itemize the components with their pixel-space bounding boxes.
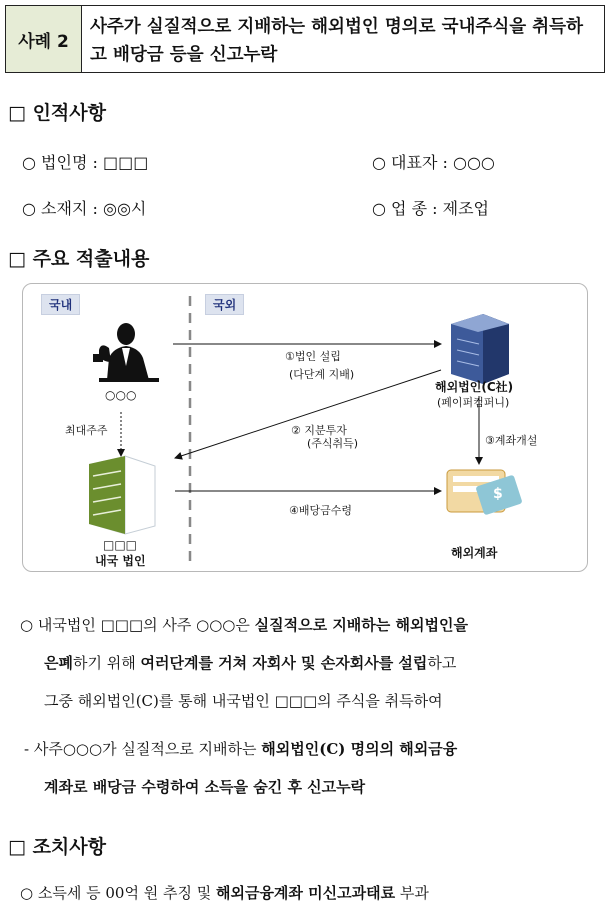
finding-line-2: 은폐하기 위해 여러단계를 거쳐 자회사 및 손자회사를 설립하고 (44, 654, 457, 672)
foreign-building-icon (451, 314, 509, 384)
company-name: ○ 법인명 : □□□ (22, 153, 149, 172)
step1-subtitle: (다단계 지배) (289, 368, 355, 381)
step4-label: ④배당금수령 (289, 504, 352, 517)
foreign-corp-sub: (페이퍼컴퍼니) (437, 396, 510, 409)
case-tag: 사례 2 (6, 6, 82, 72)
owner-name: ○○○ (105, 388, 137, 402)
overseas-label: 국외 (205, 294, 244, 315)
domestic-corp-sub: 내국 법인 (95, 554, 146, 568)
domestic-label: 국내 (41, 294, 80, 315)
bank-account-icon (447, 470, 523, 515)
scheme-diagram (22, 283, 588, 572)
section-action: □ 조치사항 (8, 836, 106, 858)
svg-text:$: $ (493, 486, 503, 502)
finding-line-1: ○ 내국법인 □□□의 사주 ○○○은 실질적으로 지배하는 해외법인을 (20, 616, 468, 634)
step1-title: ①법인 설립 (285, 350, 341, 363)
ceo-name: ○ 대표자 : ○○○ (372, 153, 495, 172)
company-location: ○ 소재지 : ◎◎시 (22, 199, 147, 218)
company-industry: ○ 업 종 : 제조업 (372, 199, 489, 218)
section-main-findings: □ 주요 적출내용 (8, 248, 150, 270)
step3-label: ③계좌개설 (485, 434, 538, 447)
case-header (5, 5, 605, 73)
businessman-icon (93, 323, 159, 382)
case-title: 사주가 실질적으로 지배하는 해외법인 명의로 국내주식을 취득하고 배당금 등을 신고누락 (90, 17, 583, 65)
domestic-corp-name: □□□ (103, 538, 138, 552)
largest-shareholder-label: 최대주주 (65, 424, 108, 437)
finding-line-3: 그중 해외법인(C)를 통해 내국법인 □□□의 주식을 취득하여 (44, 692, 443, 710)
foreign-corp-name: 해외법인(C社) (435, 380, 514, 394)
step2-subtitle: (주식취득) (307, 437, 359, 450)
step2-title: ② 지분투자 (291, 424, 347, 437)
finding-line-5: 계좌로 배당금 수령하여 소득을 숨긴 후 신고누락 (44, 778, 366, 796)
domestic-building-icon (89, 456, 155, 534)
section-personal-info: □ 인적사항 (8, 102, 106, 124)
action-line: ○ 소득세 등 00억 원 추징 및 해외금융계좌 미신고과태료 부과 (20, 884, 429, 902)
finding-line-4: - 사주○○○가 실질적으로 지배하는 해외법인(C) 명의의 해외금융 (24, 740, 458, 758)
overseas-account-label: 해외계좌 (451, 546, 498, 560)
